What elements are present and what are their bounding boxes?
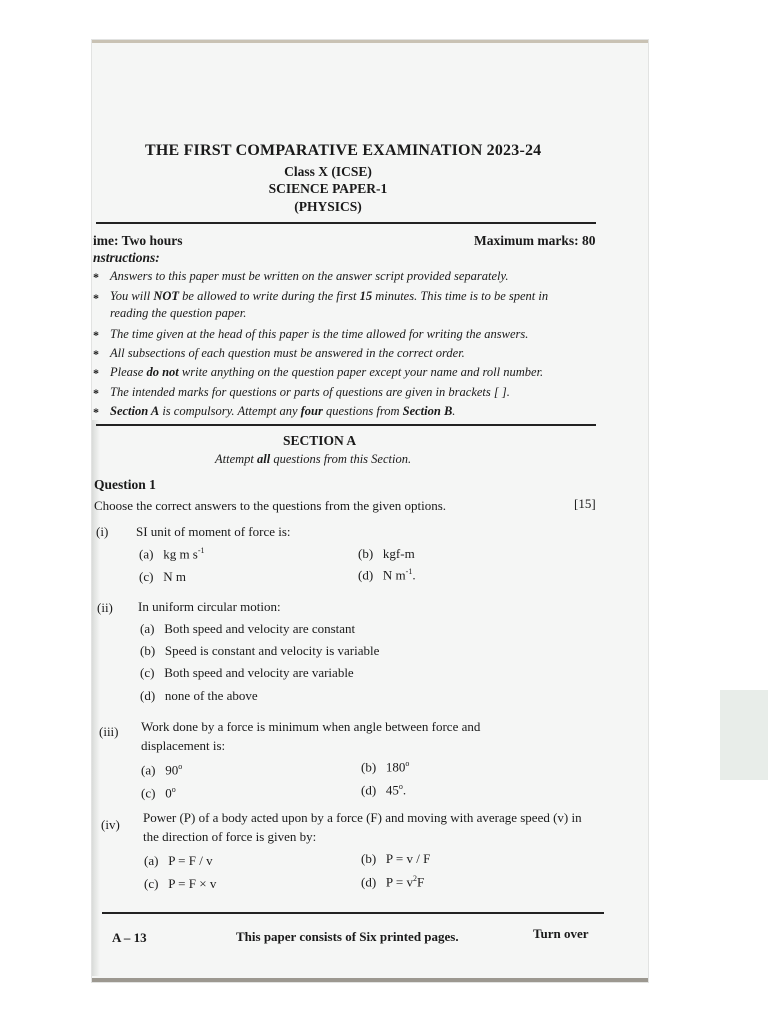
option-d: (d) N $m^{-1}$. (358, 567, 416, 583)
item-number: (i) (96, 524, 109, 539)
item-text: Power (P) of a body acted upon by a force (F) and moving with average speed (v) in (143, 810, 582, 825)
option-b: (b) Speed is constant and velocity is variable (140, 643, 380, 658)
bullet: * (93, 270, 99, 284)
background-corner (720, 690, 768, 780)
item-number: (iii) (99, 724, 119, 739)
instruction-3: The time given at the head of this paper is the time allowed for writing the answers. (110, 327, 529, 341)
footer-rule (102, 912, 604, 914)
option-b: (b) P = v / F (361, 851, 431, 866)
item-number: (iv) (101, 817, 120, 832)
option-d: (d) $P = v^2F$ (361, 874, 425, 890)
paper-line: SCIENCE PAPER-1 (268, 181, 388, 196)
item-number: (ii) (97, 600, 113, 615)
instruction-1: Answers to this paper must be written on the answer script provided separately. (110, 269, 509, 283)
option-a: (a) kg m $s^{-1}$ (139, 546, 205, 562)
instructions-rule (96, 424, 596, 426)
bullet: * (93, 405, 99, 419)
time-label: ime: Two hours (93, 233, 183, 248)
item-text: Work done by a force is minimum when angle between force and (141, 719, 481, 734)
class-line: Class X (ICSE) (284, 164, 372, 179)
instruction-7: Section A is compulsory. Attempt any four questions from Section B. (110, 404, 456, 418)
option-c: (c) P = F × v (144, 876, 217, 891)
question-instruction: Choose the correct answers to the questions from the given options. (94, 498, 447, 513)
section-title: SECTION A (283, 433, 357, 448)
item-text-cont: displacement is: (141, 738, 226, 753)
option-c: (c) Both speed and velocity are variable (140, 665, 354, 680)
paper-bottom-edge (92, 978, 648, 982)
instruction-5: Please do not write anything on the question paper except your name and roll number. (110, 365, 544, 379)
instruction-6: The intended marks for questions or parts of questions are given in brackets [ ]. (110, 385, 510, 399)
bullet: * (93, 386, 99, 400)
option-d: (d) none of the above (140, 688, 258, 703)
option-c: (c) N m (139, 569, 186, 584)
page-count-note: This paper consists of Six printed pages. (236, 929, 459, 944)
option-b: (b) kgf-m (358, 546, 415, 561)
exam-title: THE FIRST COMPARATIVE EXAMINATION 2023-24 (145, 142, 542, 159)
option-a: (a) Both speed and velocity are constant (140, 621, 356, 636)
item-text-cont: the direction of force is given by: (143, 829, 317, 844)
subject-line: (PHYSICS) (294, 199, 362, 214)
question-label: Question 1 (94, 477, 156, 492)
header-rule (96, 222, 596, 224)
item-text: In uniform circular motion: (138, 599, 281, 614)
paper-top-edge (92, 40, 648, 43)
max-marks-label: Maximum marks: 80 (474, 233, 596, 248)
option-b: (b) 180$^o$ (361, 759, 410, 775)
option-a: (a) P = F / v (144, 853, 213, 868)
bullet: * (93, 347, 99, 361)
instruction-2-cont: reading the question paper. (110, 306, 247, 320)
item-text: SI unit of moment of force is: (136, 524, 291, 539)
instruction-2: You will NOT be allowed to write during the first 15 minutes. This time is to be spent in (110, 289, 549, 303)
turn-over-label: Turn over (533, 926, 589, 941)
question-marks: [15] (574, 496, 596, 511)
instructions-label: nstructions: (93, 250, 160, 265)
section-subtitle: Attempt all questions from this Section. (215, 452, 412, 466)
bullet: * (93, 366, 99, 380)
option-d: (d) 45$^o$. (361, 782, 407, 798)
option-c: (c) 0$^o$ (141, 785, 176, 801)
bullet: * (93, 291, 99, 305)
bullet: * (93, 328, 99, 342)
instruction-4: All subsections of each question must be answered in the correct order. (110, 346, 465, 360)
paper-code: A – 13 (112, 930, 147, 945)
option-a: (a) 90$^o$ (141, 762, 183, 778)
